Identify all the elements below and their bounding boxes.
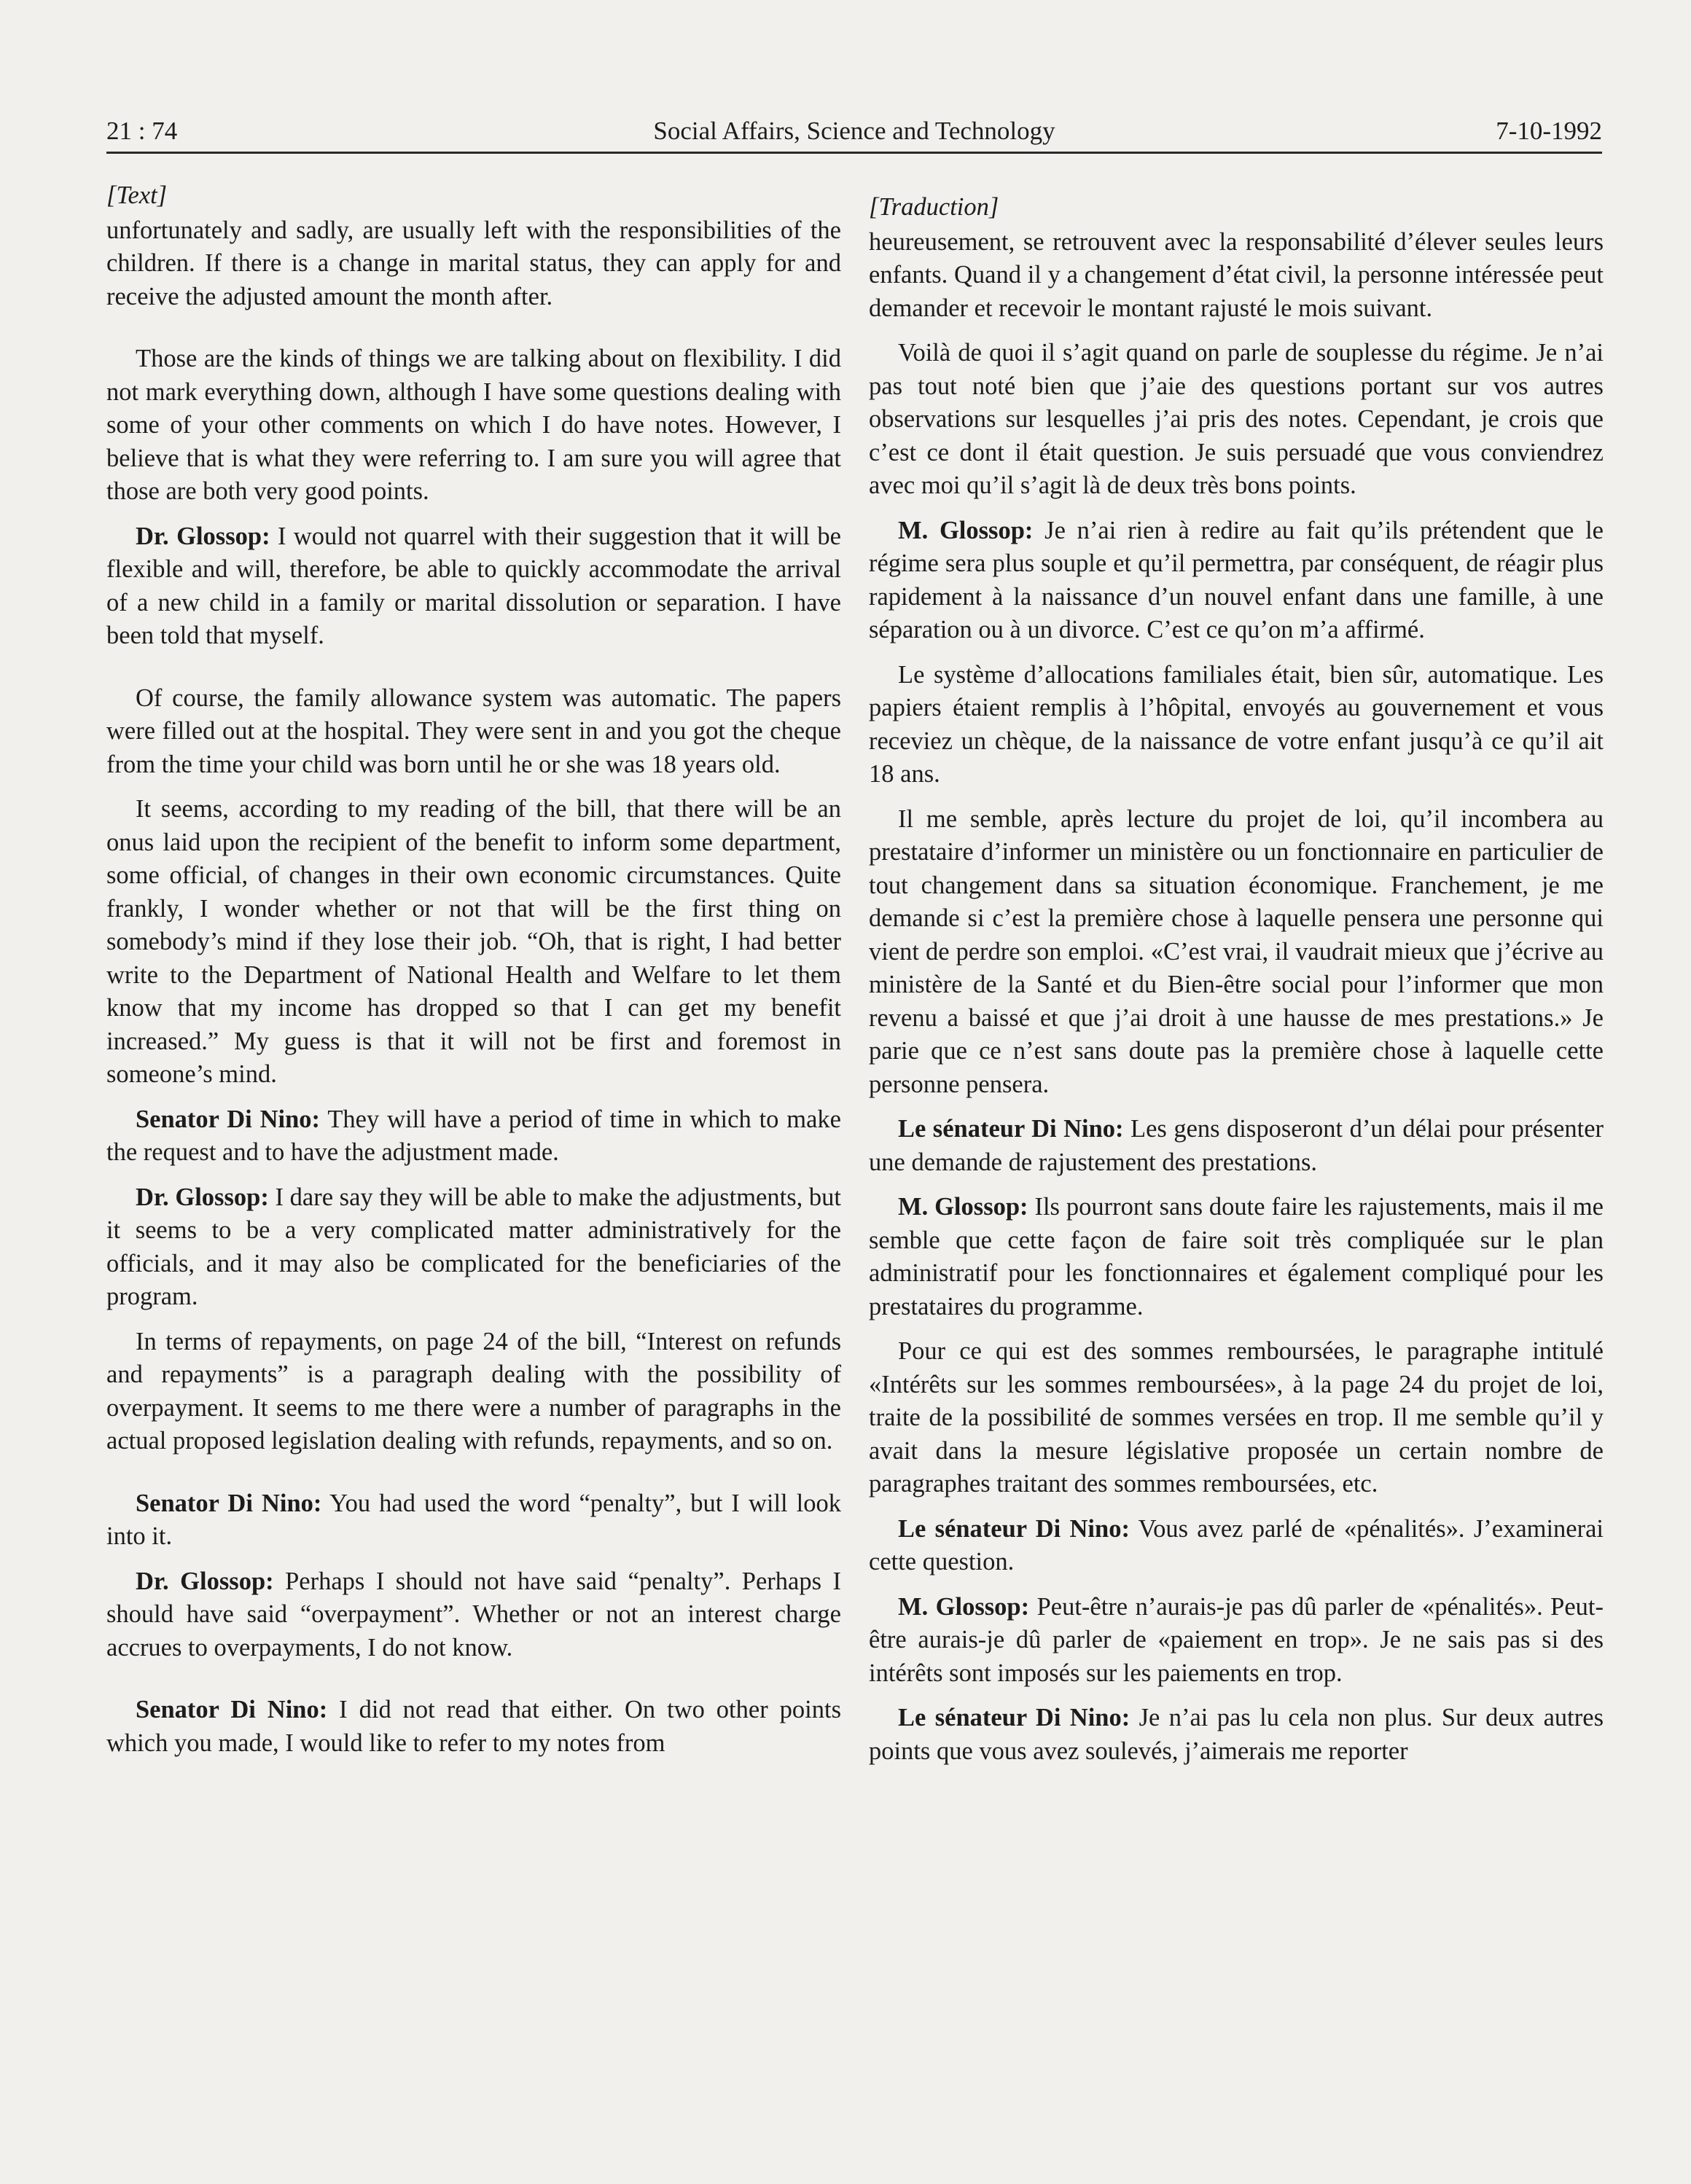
paragraph [106,1103,841,1170]
paragraph [869,1113,1604,1179]
paragraph [106,793,841,1092]
speaker-name: Senator Di Nino: [136,1696,328,1723]
paragraph-text: It seems, according to my reading of the bill, that there will be an onus laid upon the recipient of the benefit to inform some department, some official, of changes in their own economic circumstances. Quite frankly, I wonder whether or not that will be the first thing on somebody’s mind if they lose their job. “Oh, that is right, I had better write to the Department of National Health and Welfare to let them know that my income has dropped so that I can get my benefit increased.” My guess is that it will not be first and foremost in someone’s mind. [106,795,841,1088]
speaker-name: Dr. Glossop: [136,522,270,550]
paragraph-text: Pour ce qui est des sommes remboursées, le paragraphe intitulé «Intérêts sur les sommes remboursées», à la page 24 du projet de loi, traite de la possibilité de sommes versées en trop. Il me semble qu’il y avait dans la mesure législative proposée un certain nombre de paragraphes traitant des sommes remboursées, etc. [869,1337,1604,1498]
speaker-name: Dr. Glossop: [136,1183,269,1211]
paragraph [106,1565,841,1665]
paragraph [869,514,1604,647]
speaker-name: Senator Di Nino: [136,1489,322,1517]
paragraph-text: Peut-être n’aurais-je pas dû parler de «pénalités». Peut-être aurais-je dû parler de «paiement en trop». Je ne sais pas si des intérêts sont imposés sur les paiements en trop. [869,1592,1604,1687]
speaker-name: M. Glossop: [898,1193,1028,1221]
speaker-name: M. Glossop: [898,1592,1030,1621]
page-number: 21 : 74 [106,117,178,145]
paragraph [869,226,1604,326]
paragraph [869,803,1604,1102]
column-label-word: Text [116,181,157,209]
paragraph-text: Il me semble, après lecture du projet de loi, qu’il incombera au prestataire d’informer un ministère ou un fonctionnaire en particulier de tout changement dans sa situation économique. Franchement, je me demande si c’est la première chose à laquelle pensera une personne qui vient de perdre son emploi. «C’est vrai, il vaudrait mieux que j’écrive au ministère de la Santé et du Bien-être social pour l’informer que mon revenu a baissé et que j’ai droit à une hausse de mes prestations.» Je parie que ce n’est sans doute pas la première chose à laquelle cette personne pensera. [869,805,1604,1098]
paragraph [106,1694,841,1760]
paragraph-text: Les gens disposeront d’un délai pour présenter une demande de rajustement des prestations. [869,1115,1604,1176]
paragraph-text: Voilà de quoi il s’agit quand on parle de souplesse du régime. Je n’ai pas tout noté bien que j’aie des questions portant sur vos autres observations sur lesquelles j’ai pris des notes. Cependant, je crois que c’est ce dont il était question. Je suis persuadé que vous conviendrez avec moi qu’il s’agit là de deux très bons points. [869,339,1604,499]
paragraph-text: I dare say they will be able to make the adjustments, but it seems to be a very complicated matter administratively for the officials, and it may also be complicated for the beneficiaries of the program. [106,1183,842,1310]
paragraph [869,1702,1604,1768]
column-label-traduction: [Traduction] [869,193,999,221]
paragraph-text: unfortunately and sadly, are usually left with the responsibilities of the children. If there is a change in marital status, they can apply for and receive the adjusted amount the month after. [106,216,841,310]
speaker-name: Senator Di Nino: [136,1105,321,1133]
paragraph-text: I would not quarrel with their suggestion that it will be flexible and will, therefore, be able to quickly accommodate the arrival of a new child in a family or marital dissolution or separation. I have been told that myself. [106,522,841,649]
paragraph-text: Je n’ai rien à redire au fait qu’ils prétendent que le régime sera plus souple et qu’il permettra, par conséquent, de réagir plus rapidement à la naissance d’un nouvel enfant dans une famille, à une séparation ou à un divorce. C’est ce qu’on m’a affirmé. [869,516,1604,643]
speaker-name: Le sénateur Di Nino: [898,1115,1124,1143]
speaker-name: Le sénateur Di Nino: [898,1704,1130,1731]
paragraph-text: Je n’ai pas lu cela non plus. Sur deux autres points que vous avez soulevés, j’aimerais me reporter [869,1704,1604,1765]
column-label-word: Traduction [878,193,989,221]
speaker-name: Dr. Glossop: [136,1567,274,1595]
speaker-name: M. Glossop: [898,516,1034,544]
paragraph-text: Those are the kinds of things we are talking about on flexibility. I did not mark everything down, although I have some questions dealing with some of your other comments on which I do have notes. However, I believe that is what they were referring to. I am sure you will agree that those are both very good points. [106,345,841,505]
paragraph-text: Perhaps I should not have said “penalty”. Perhaps I should have said “overpayment”. Whether or not an interest charge accrues to overpayments, I do not know. [106,1567,841,1662]
paragraph-text: Of course, the family allowance system was automatic. The papers were filled out at the hospital. They were sent in and you got the cheque from the time your child was born until he or she was 18 years old. [106,684,841,778]
paragraph [869,1191,1604,1323]
paragraph-text: You had used the word “penalty”, but I will look into it. [106,1489,841,1550]
paragraph [869,1513,1604,1579]
paragraph-text: They will have a period of time in which to make the request and to have the adjustment made. [106,1105,842,1166]
paragraph-text: I did not read that either. On two other points which you made, I would like to refer to my notes from [106,1696,841,1757]
paragraph [106,214,841,314]
english-column [106,179,841,1772]
running-header [106,114,1602,154]
paragraph-text: Le système d’allocations familiales était, bien sûr, automatique. Les papiers étaient remplis à l’hôpital, envoyés au gouvernement et vous receviez un chèque, de la naissance de votre enfant jusqu’à ce qu’il ait 18 ans. [869,660,1604,788]
paragraph [106,520,841,653]
paragraph-text: In terms of repayments, on page 24 of the bill, “Interest on refunds and repayments” is a paragraph dealing with the possibility of overpayment. It seems to me there were a number of paragraphs in the actual proposed legislation dealing with refunds, repayments, and so on. [106,1327,841,1455]
paragraph [106,1326,841,1458]
paragraph-text: Ils pourront sans doute faire les rajustements, mais il me semble que cette façon de faire soit très compliquée sur le plan administratif pour les fonctionnaires et également compliqué pour les prestataires du programme. [869,1193,1604,1320]
paragraph [106,343,841,509]
french-column [869,179,1604,1780]
paragraph [869,1591,1604,1691]
paragraph [869,659,1604,791]
paragraph [869,1335,1604,1501]
paragraph-text: Vous avez parlé de «pénalités». J’examinerai cette question. [869,1514,1604,1576]
column-label-text: [Text] [106,181,168,209]
paragraph [106,682,841,782]
header-date: 7-10-1992 [1496,117,1602,145]
paragraph [869,337,1604,503]
paragraph [106,1181,841,1314]
speaker-name: Le sénateur Di Nino: [898,1514,1130,1543]
paragraph-text: heureusement, se retrouvent avec la responsabilité d’élever seules leurs enfants. Quand il y a changement d’état civil, la personne intéressée peut demander et recevoir le montant rajusté le mois suivant. [869,227,1604,322]
paragraph [106,1487,841,1554]
publication-title: Social Affairs, Science and Technology [653,117,1055,145]
